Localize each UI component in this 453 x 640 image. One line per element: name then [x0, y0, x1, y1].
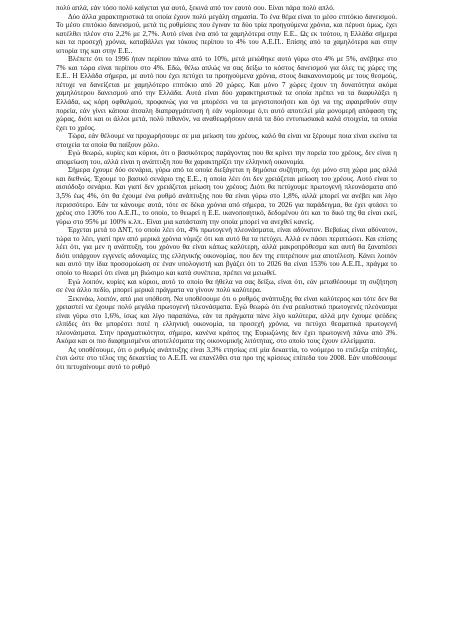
paragraph: Έρχεται μετά το ΔΝΤ, το οποίο λέει ότι, 4% πρωτογενή πλεονάσματα, είναι αδύνατον. Βεβαίως είναι αδύνατον, τώρα το λέει, γιατί πριν από μερικά χρόνια νόμιζε ότι και αυτό θα τα πετύχει. Αλλά εν πάσει περιπτώσει. Και επίσης λέει ότι, για μεν η ανάπτυξη, του χρόνου θα είναι κάπως καλύτερη, αλλά μακροπρόθεσμα και αυτή θα ξαναπέσει διότι υπάρχουν εγγενείς αδυναμίες της ελληνικής οικονομίας, που δεν της επιτρέπουν μια αποτέλεση. Κάνει λοιπόν και αυτό την ίδια προσομοίωση σε έναν υπολογιστή και βγάζει ότι το 2026 θα είναι 153% του Α.Ε.Π., πράγμα το οποίο το θεωρεί ότι είναι μη βιώσιμο και κατά συνέπεια, πρέπει να μειωθεί.	[56, 226, 397, 277]
paragraph: Ξεκινάω, λοιπόν, από μια υπόθεση. Να υποθέσουμε ότι ο ρυθμός ανάπτυξης θα είναι καλύτερος και τότε δεν θα χρειαστεί να έχουμε πολύ μεγάλα πρωτογενή πλεονάσματα. Εγώ θεωρώ ότι ένα ρεαλιστικό πρωτογενές πλεόνασμα είναι γύρω στο 1,6%, ίσως και λίγο παραπάνω, εάν τα πράγματα πάνε λίγο καλύτερα, αλλά μην έχουμε ψεύδεις ελπίδες ότι θα μπορέσει ποτέ η ελληνική οικονομία, τα προσεχή χρόνια, να πετύχει θεαματικά πρωτογενή πλεονάσματα. Στην πραγματικότητα, σήμερα, κανένα κράτος της Ευρωζώνης δεν έχει πρωτογενή πάνω από 3%. Ακόμα και οι πιο διαφημισμένοι αποτελέσματα της οικονομικής λιτότητας, στο οποίο τους έχουν ελλείμματα.	[56, 294, 397, 346]
paragraph: Σήμερα έχουμε δύο σενάρια, γύρω από τα οποία διεξάγεται η δημόσια συζήτηση, όχι μόνο στη χώρα μας αλλά και διεθνώς. Έχουμε το βασικό σενάριο της Ε.Ε., η οποία λέει ότι δεν χρειάζεται μείωση του χρέους. Αυτό είναι το αισιόδοξο σενάριο. Και γιατί δεν χρειάζεται μείωση του χρέους; Διότι θα πετύχουμε πρωτογενή πλεονάσματα από 3,5% έως 4%, ότι θα έχουμε ένα ρυθμό ανάπτυξης που θα είναι γύρω στο 1,8%, αλλά μπορεί να ανέβει και λίγο περισσότερο. Εάν τα κάνουμε αυτά, τότε σε δέκα χρόνια από σήμερα, το 2026 για παράδειγμα, θα έχει φτάσει το χρέος στο 130% του Α.Ε.Π., το οποίο, το θεωρεί η Ε.Ε. ικανοποιητικό, δεδομένου ότι και το δικό της θα είναι εκεί, γύρω στο 95% με 100% κ.λπ.. Είναι μια κατάσταση την οποία μπορεί να ανεχθεί κανείς.	[56, 166, 397, 226]
paragraph: Εγώ θεωρώ, κυρίες και κύριοι, ότι ο βασικότερος παράγοντας που θα κρίνει την πορεία του χρέους, δεν είναι η απομείωση του, αλλά είναι η ανάπτυξη που θα χαρακτηρίζει την ελληνική οικονομία.	[56, 149, 397, 166]
paragraph: πολύ απλά, εάν τόσο πολύ καίγεται για αυτό, ξεκινά από τον εαυτό σου. Είναι πάρα πολύ απλό.	[56, 4, 335, 12]
paragraph: Ας υποθέσουμε, ότι ο ρυθμός ανάπτυξης είναι 3,3% ετησίως επί μία δεκαετία, το νούμερο το επέλεξα επίτηδες, έτσι ώστε στο τέλος της δεκαετίας το Α.Ε.Π. να επανέλθει στα προ της κρίσεως επίπεδα του 2008. Εάν υποθέσουμε ότι πετυχαίνουμε αυτό το ρυθμό	[56, 345, 397, 371]
paragraph: Βλέπετε ότι το 1996 ήταν περίπου πάνω από το 10%, μετά μειώθηκε αυτό γύρω στο 4% με 5%, ανέβηκε στο 7% και τώρα είναι περίπου στο 4%. Εδώ, θέλω απλώς να σας δείξω το κόστος δανεισμού για όλες τις χώρες της Ε.Ε.. Η Ελλάδα σήμερα, με αυτό που έχει πετύχει τα προηγούμενα χρόνια, στους διακανονισμούς με τους θεσμούς, πέτυχε να δανείζεται με χαμηλότερο επιτόκιο από 20 χώρες. Και μόνο 7 χώρες έχουν τη δυνατότητα ακόμα χαμηλότερου δανεισμού από την Ελλάδα. Αυτά είναι δύο χαρακτηριστικά τα οποία πρέπει να τα διαφυλάξει η Ελλάδα, ως κόρη οφθαλμού, προφανώς για να μπορέσει να τα μεγιστοποιήσει και όχι να της αφαιρεθούν στην πορεία, εάν γίνει κάποια άτσαλη διαπραγμάτευση ή εάν νομίσουμε ό,τι αυτό αποτελεί μία μονομερή απόφαση της χώρας, διότι και οι άλλοι μετά, πολύ πιθανόν, να αναθεωρήσουν αυτά τα δύο εντυπωσιακά καλά στοιχεία, τα οποία έχει το χρέος.	[56, 55, 397, 132]
paragraph: Τώρα, εάν θέλουμε να προχωρήσουμε σε μια μείωση του χρέους, καλό θα είναι να ξέρουμε ποια είναι εκείνα τα στοιχεία τα οποία θα παίξουν ρόλο.	[56, 132, 397, 149]
paragraph: Εγώ λοιπόν, κυρίες και κύριοι, αυτό το οποίο θα ήθελα να σας δείξω, είναι ότι, εάν μεταθέσουμε τη συζήτηση σε ένα άλλο πεδίο, μπορεί μερικά πράγματα να γίνουν πολύ καλύτερα.	[56, 277, 397, 295]
paragraph: Δύο άλλα χαρακτηριστικά τα οποία έχουν πολύ μεγάλη σημασία. Το ένα θέμα είναι το μέσο επιτόκιο δανεισμού. Το μέσο επιτόκιο δανεισμού, μετά τις ρυθμίσεις που έγιναν τα δύο τρία προηγούμενα χρόνια, και πέρυσι όμως, έχει κατέλθει πλέον στο 2,2% με 2,7%. Αυτό είναι ένα από τα χαμηλότερα στην Ε.Ε.. Ως εκ τούτου, η Ελλάδα σήμερα και τα προσεχή χρόνια, καταβάλλει για τόκους περίπου το 4% του Α.Ε.Π.. Επίσης από τα χαμηλότερα και στην ιστορία της και στην Ε.Ε..	[56, 12, 397, 55]
